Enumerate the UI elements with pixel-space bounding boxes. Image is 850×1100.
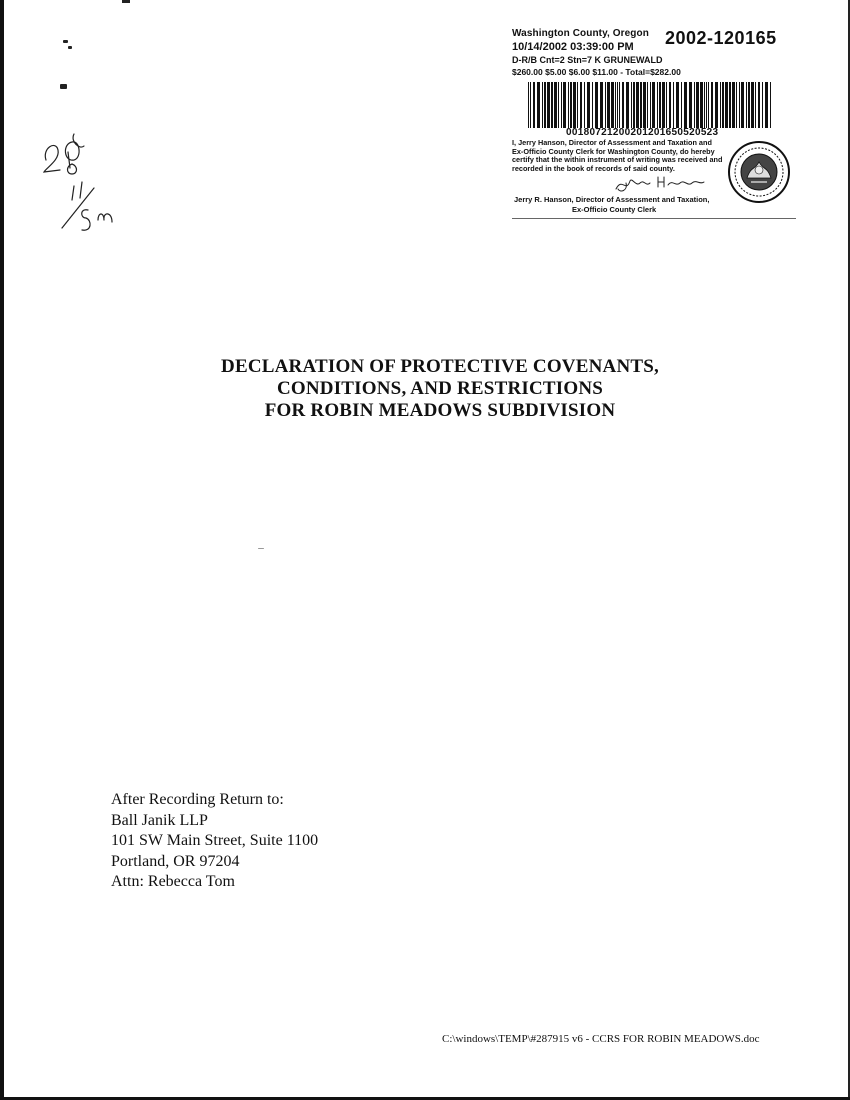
signer-title: Ex-Officio County Clerk bbox=[572, 205, 657, 214]
barcode-bar bbox=[643, 82, 646, 128]
handwritten-notes bbox=[36, 132, 126, 242]
return-city: Portland, OR 97204 bbox=[111, 852, 240, 870]
barcode-bar bbox=[617, 82, 618, 128]
barcode-bar bbox=[708, 82, 709, 128]
recording-stamp bbox=[512, 26, 802, 222]
barcode-bar bbox=[729, 82, 731, 128]
barcode-bar bbox=[595, 82, 598, 128]
barcode-bar bbox=[720, 82, 721, 128]
return-firm: Ball Janik LLP bbox=[111, 811, 208, 829]
barcode-bar bbox=[704, 82, 705, 128]
barcode bbox=[528, 82, 772, 128]
barcode-bar bbox=[681, 82, 682, 128]
return-street: 101 SW Main Street, Suite 1100 bbox=[111, 832, 319, 849]
barcode-bar bbox=[676, 82, 679, 128]
barcode-bar bbox=[528, 82, 529, 128]
barcode-bar bbox=[647, 82, 648, 128]
barcode-bar bbox=[544, 82, 546, 128]
clerk-signature bbox=[608, 173, 708, 193]
certification-text: I, Jerry Hanson, Director of Assessment and Taxation and Ex-Officio County Clerk for Washington County, do hereby certify that the within instrument of writing was received and recorded in the book of records of said county. bbox=[512, 138, 723, 173]
barcode-bar bbox=[659, 82, 661, 128]
barcode-bar bbox=[542, 82, 543, 128]
barcode-bar bbox=[600, 82, 603, 128]
barcode-bar bbox=[739, 82, 740, 128]
barcode-bar bbox=[666, 82, 667, 128]
return-address bbox=[111, 790, 318, 893]
barcode-bar bbox=[530, 82, 531, 128]
barcode-bar bbox=[755, 82, 756, 128]
barcode-bar bbox=[684, 82, 687, 128]
scan-speck bbox=[63, 40, 68, 43]
scan-speck bbox=[258, 548, 264, 549]
barcode-bar bbox=[700, 82, 703, 128]
barcode-number: 00180721200201201650520523 bbox=[566, 127, 719, 138]
barcode-bar bbox=[706, 82, 707, 128]
barcode-bar bbox=[751, 82, 754, 128]
barcode-bar bbox=[558, 82, 559, 128]
barcode-bar bbox=[715, 82, 718, 128]
stamp-county: Washington County, Oregon bbox=[512, 28, 649, 39]
title-line-1: DECLARATION OF PROTECTIVE COVENANTS, bbox=[221, 356, 659, 377]
barcode-bar bbox=[622, 82, 624, 128]
barcode-bar bbox=[611, 82, 614, 128]
barcode-bar bbox=[689, 82, 692, 128]
barcode-bar bbox=[694, 82, 695, 128]
barcode-bar bbox=[722, 82, 724, 128]
barcode-bar bbox=[533, 82, 535, 128]
scan-speck bbox=[68, 46, 72, 49]
barcode-bar bbox=[570, 82, 572, 128]
stamp-clerk-line: D-R/B Cnt=2 Stn=7 K GRUNEWALD bbox=[512, 55, 663, 65]
stamp-fees: $260.00 $5.00 $6.00 $11.00 - Total=$282.00 bbox=[512, 67, 681, 77]
document-title bbox=[120, 356, 760, 422]
barcode-bar bbox=[563, 82, 566, 128]
barcode-bar bbox=[711, 82, 713, 128]
handwriting-marks bbox=[36, 132, 126, 242]
barcode-bar bbox=[561, 82, 562, 128]
barcode-bar bbox=[619, 82, 620, 128]
barcode-bar bbox=[696, 82, 699, 128]
barcode-bar bbox=[577, 82, 578, 128]
stamp-datetime: 10/14/2002 03:39:00 PM bbox=[512, 41, 634, 53]
barcode-bar bbox=[547, 82, 550, 128]
barcode-bar bbox=[652, 82, 655, 128]
stamp-divider bbox=[512, 218, 796, 219]
barcode-bar bbox=[746, 82, 747, 128]
barcode-bar bbox=[770, 82, 771, 128]
barcode-bar bbox=[605, 82, 606, 128]
barcode-bar bbox=[580, 82, 582, 128]
barcode-bar bbox=[650, 82, 651, 128]
barcode-bar bbox=[669, 82, 671, 128]
signer-line: Jerry R. Hanson, Director of Assessment and Taxation, bbox=[514, 195, 710, 204]
barcode-bar bbox=[765, 82, 768, 128]
barcode-bar bbox=[673, 82, 674, 128]
barcode-bar bbox=[636, 82, 639, 128]
scan-edge-left bbox=[0, 0, 4, 1100]
return-heading: After Recording Return to: bbox=[111, 791, 284, 808]
barcode-bar bbox=[537, 82, 540, 128]
county-seal bbox=[727, 140, 791, 204]
barcode-bar bbox=[573, 82, 576, 128]
scan-speck bbox=[60, 84, 67, 89]
stamp-document-number: 2002-120165 bbox=[665, 28, 777, 48]
barcode-bar bbox=[741, 82, 744, 128]
barcode-bar bbox=[607, 82, 610, 128]
barcode-bar bbox=[732, 82, 735, 128]
barcode-bar bbox=[748, 82, 750, 128]
barcode-bar bbox=[568, 82, 569, 128]
barcode-bar bbox=[626, 82, 629, 128]
barcode-bar bbox=[584, 82, 585, 128]
barcode-bar bbox=[554, 82, 557, 128]
barcode-bar bbox=[736, 82, 737, 128]
scan-mark bbox=[122, 0, 130, 3]
barcode-bar bbox=[633, 82, 635, 128]
footer-file-path: C:\windows\TEMP\#287915 v6 - CCRS FOR ROBIN MEADOWS.doc bbox=[442, 1033, 760, 1045]
return-attention: Attn: Rebecca Tom bbox=[111, 873, 235, 890]
barcode-bar bbox=[758, 82, 760, 128]
barcode-bar bbox=[631, 82, 632, 128]
title-line-2: CONDITIONS, AND RESTRICTIONS bbox=[276, 378, 604, 399]
barcode-bar bbox=[657, 82, 658, 128]
barcode-bar bbox=[587, 82, 590, 128]
barcode-bar bbox=[640, 82, 642, 128]
title-line-3: FOR ROBIN MEADOWS SUBDIVISION bbox=[264, 400, 616, 421]
barcode-bar bbox=[725, 82, 728, 128]
barcode-bar bbox=[592, 82, 593, 128]
barcode-bar bbox=[662, 82, 665, 128]
barcode-bar bbox=[615, 82, 616, 128]
barcode-bar bbox=[762, 82, 763, 128]
barcode-bar bbox=[551, 82, 553, 128]
